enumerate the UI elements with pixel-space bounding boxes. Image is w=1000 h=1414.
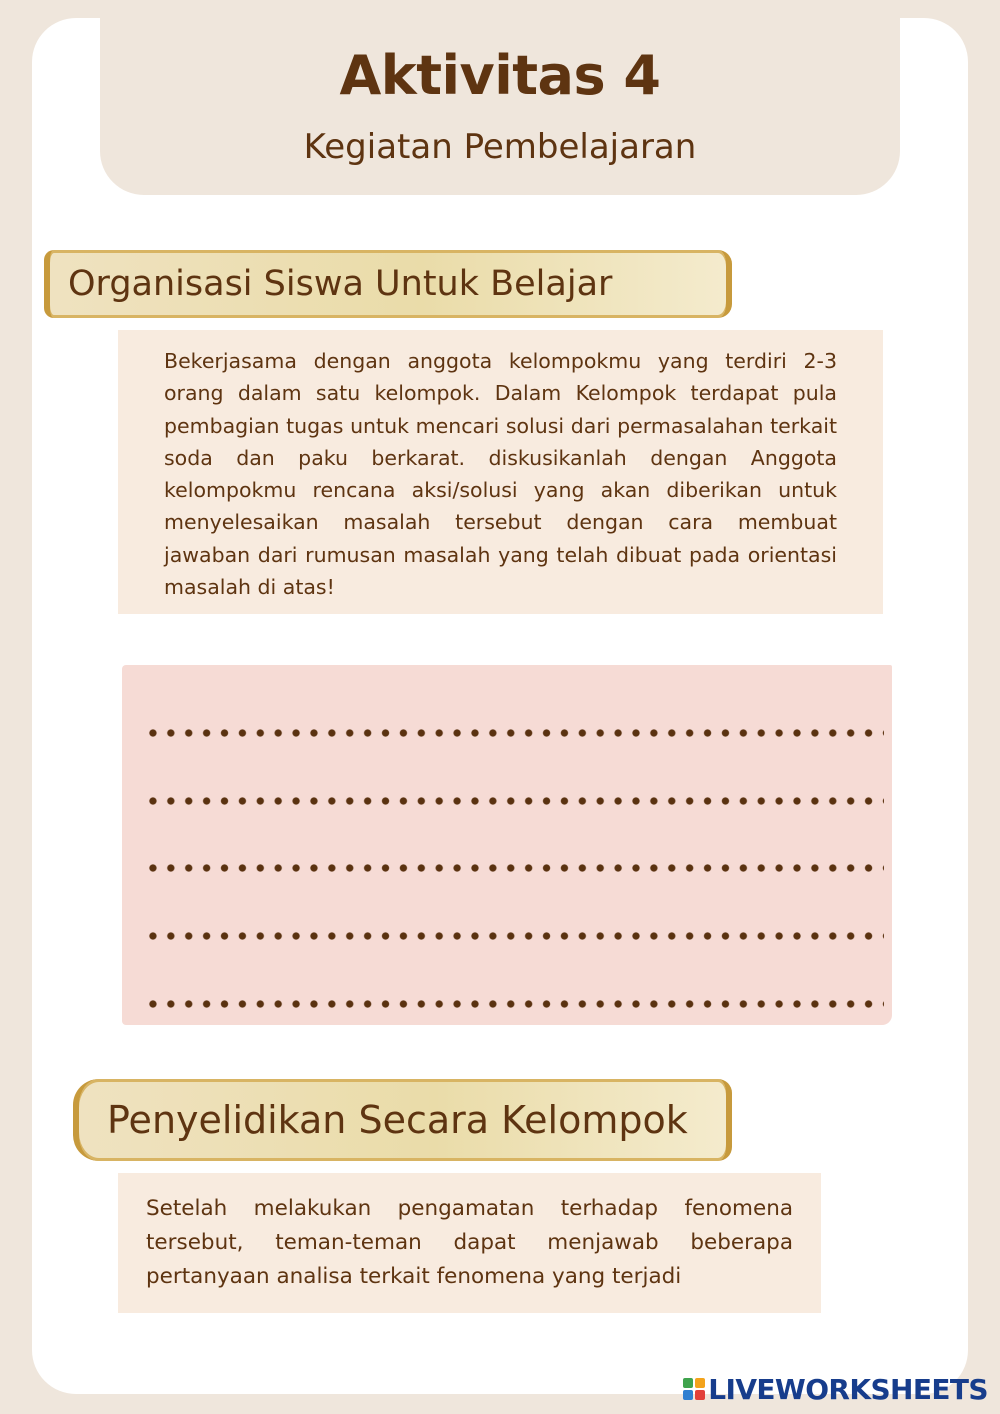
section-heading-penyelidikan: Penyelidikan Secara Kelompok	[107, 1098, 688, 1142]
investigation-note	[118, 1173, 821, 1313]
answer-line-5[interactable]	[144, 998, 884, 1010]
brand-name: LIVEWORKSHEETS	[708, 1372, 988, 1406]
instruction-text: Bekerjasama dengan anggota kelompokmu yang terdiri 2-3 orang dalam satu kelompok. Dalam Kelompok terdapat pula pembagian tugas untuk mencari solusi dari permasalahan terkait soda dan paku berkarat. diskusikanlah dengan Anggota kelompokmu rencana aksi/solusi yang akan diberikan untuk menyelesaikan masalah tersebut dengan cara membuat jawaban dari rumusan masalah yang telah dibuat pada orientasi masalah di atas!	[164, 349, 837, 600]
section-heading-banner-2	[73, 1079, 732, 1161]
answer-line-4[interactable]	[144, 930, 884, 942]
page-title: Aktivitas 4	[339, 44, 661, 107]
instruction-note	[118, 330, 883, 614]
answer-line-3[interactable]	[144, 862, 884, 874]
section-heading-organisasi: Organisasi Siswa Untuk Belajar	[68, 264, 613, 304]
page-subtitle: Kegiatan Pembelajaran	[303, 127, 697, 167]
liveworksheets-brand[interactable]	[683, 1372, 988, 1406]
section-heading-banner	[44, 250, 732, 318]
answer-line-1[interactable]	[144, 727, 884, 739]
investigation-text: Setelah melakukan pengamatan terhadap fenomena tersebut, teman-teman dapat menjawab beberapa pertanyaan analisa terkait fenomena yang terjadi	[146, 1196, 793, 1289]
liveworksheets-logo-icon	[683, 1378, 705, 1400]
answer-text-area[interactable]	[122, 665, 892, 1025]
header-panel	[100, 0, 900, 195]
answer-line-2[interactable]	[144, 795, 884, 807]
